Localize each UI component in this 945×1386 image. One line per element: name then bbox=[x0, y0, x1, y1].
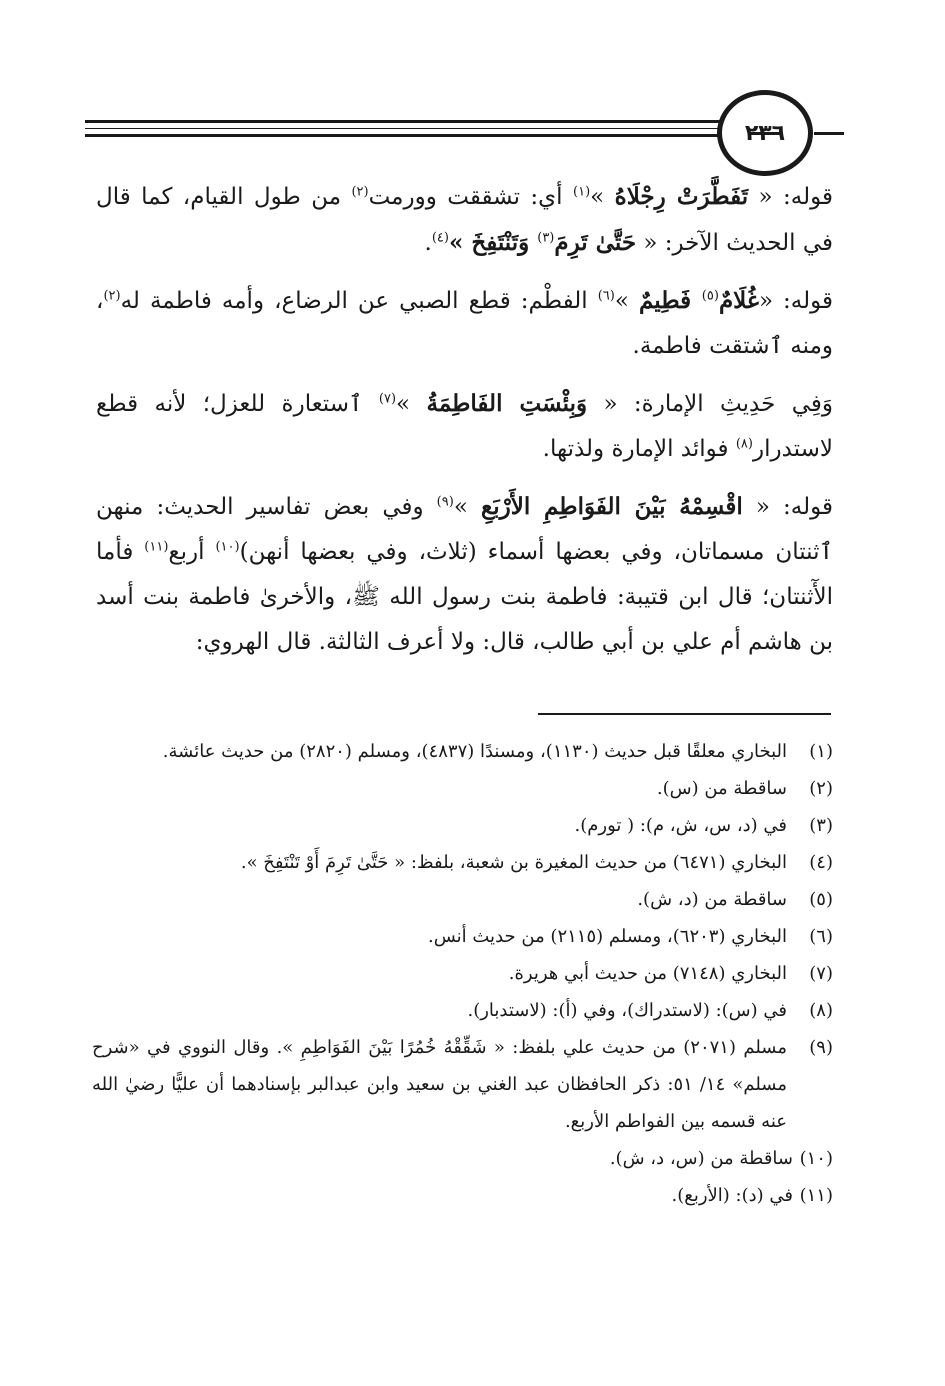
paragraph-text: من طول القيام، كما قال في الحديث الآخر: « bbox=[96, 184, 833, 256]
footnote-item bbox=[92, 955, 833, 992]
footnote-text: البخاري (٦٤٧١) من حديث المغيرة بن شعبة، بلفظ: « حَتَّىٰ تَرِمَ أَوْ تَنْتَفِخَ ». bbox=[240, 852, 787, 873]
footnote-item bbox=[92, 770, 833, 807]
footnote-number: (١٠) bbox=[799, 1148, 833, 1169]
paragraph-text: وَفِي حَدِيثِ الإمارة: « bbox=[587, 391, 833, 417]
footnote-number: (١١) bbox=[799, 1185, 833, 1206]
footnote-text: ساقطة من (د، ش). bbox=[637, 889, 787, 910]
paragraph bbox=[96, 381, 833, 472]
footnote-text: في (د): (الأربع). bbox=[671, 1185, 793, 1206]
header-rule-top bbox=[85, 120, 735, 123]
footnote-number: (٤) bbox=[809, 852, 833, 873]
footnote-ref: (٥) bbox=[701, 288, 719, 304]
footnote-text: في (د، س، ش، م): ( تورم). bbox=[574, 815, 787, 836]
main-text bbox=[96, 174, 833, 677]
footnote-ref: (١) bbox=[573, 184, 591, 200]
footnote-number: (٧) bbox=[809, 963, 833, 984]
footnote-item bbox=[92, 807, 833, 844]
paragraph-text: » bbox=[614, 288, 639, 314]
page-number-badge bbox=[717, 90, 813, 176]
hadith-quote: اقْسِمْهُ بَيْنَ الفَوَاطِمِ الأَرْبَعِ bbox=[480, 493, 743, 520]
paragraph-text: » bbox=[396, 391, 427, 417]
page-number: ٢٣٦ bbox=[744, 120, 786, 146]
footnote-item bbox=[92, 992, 833, 1029]
footnotes-list bbox=[92, 733, 833, 1214]
footnote-item bbox=[92, 733, 833, 770]
footnote-number: (٣) bbox=[809, 815, 833, 836]
hadith-quote: وَبِئْسَتِ الفَاطِمَةُ bbox=[426, 390, 588, 417]
footnote-number: (٩) bbox=[809, 1037, 833, 1058]
header-rule-bottom bbox=[85, 134, 735, 137]
footnote-number: (٨) bbox=[809, 1000, 833, 1021]
paragraph-text: قوله: « bbox=[758, 288, 833, 314]
footnote-ref: (٢) bbox=[351, 184, 369, 200]
footnote-ref: (٣) bbox=[537, 230, 555, 246]
footnote-number: (٦) bbox=[809, 926, 833, 947]
footnote-ref: (١٠) bbox=[215, 539, 240, 555]
paragraph-text: الفطْم: قطع الصبي عن الرضاع، وأمه فاطمة له bbox=[120, 288, 598, 314]
hadith-quote: فَطِيمٌ bbox=[638, 287, 702, 314]
footnote-item bbox=[92, 1029, 833, 1140]
paragraph-text: » bbox=[590, 184, 615, 210]
header-rule-middle bbox=[85, 128, 735, 129]
footnote-text: البخاري (٦٢٠٣)، ومسلم (٢١١٥) من حديث أنس. bbox=[427, 926, 787, 947]
footnote-item bbox=[92, 1140, 833, 1177]
footnote-text: ساقطة من (س). bbox=[656, 778, 787, 799]
paragraph bbox=[96, 174, 833, 266]
footnote-ref: (٢) bbox=[103, 288, 121, 304]
paragraph-text: أربع bbox=[168, 539, 216, 565]
paragraph-text: ٱستعارة للعزل؛ لأنه قطع لاستدرار bbox=[96, 391, 833, 462]
paragraph-text: قوله: « bbox=[742, 494, 834, 520]
footnote-text: البخاري معلقًا قبل حديث (١١٣٠)، ومسندًا (٤٨٣٧)، ومسلم (٢٨٢٠) من حديث عائشة. bbox=[162, 741, 787, 762]
footnote-item bbox=[92, 1177, 833, 1214]
hadith-quote: تَفَطَّرَتْ رِجْلَاهُ bbox=[614, 183, 749, 210]
paragraph-text: . bbox=[424, 230, 432, 256]
paragraph-text: ، ومنه ٱشتقت فاطمة. bbox=[96, 288, 833, 359]
footnote-number: (٢) bbox=[809, 778, 833, 799]
footnote-ref: (٤) bbox=[431, 230, 449, 246]
footnote-ref: (٧) bbox=[378, 391, 397, 407]
footnote-item bbox=[92, 881, 833, 918]
paragraph-text: وفي بعض تفاسير الحديث: منهن ٱثنتان مسماتان، وفي بعضها أسماء (ثلاث، وفي بعضها أنهن) bbox=[96, 494, 833, 565]
footnote-ref: (٦) bbox=[597, 288, 615, 304]
footnote-ref: (١١) bbox=[144, 539, 169, 555]
paragraph bbox=[96, 484, 833, 665]
footnote-number: (١) bbox=[809, 741, 833, 762]
footnote-ref: (٩) bbox=[436, 494, 454, 510]
paragraph-text: أي: تشققت وورمت bbox=[368, 184, 573, 210]
page-header bbox=[85, 88, 835, 168]
paragraph bbox=[96, 278, 833, 369]
footnote-text: مسلم (٢٠٧١) من حديث علي بلفظ: « شَقِّقْهُ خُمُرًا بَيْنَ الفَوَاطِمِ ». وقال النووي في «شرح مسلم» ١٤/ ٥١: ذكر الحافظان عبد الغني بن سعيد وابن عبدالبر بإسنادهما أن عليًّا رضيٰ الله عنه قسمه بين الفواطم الأربع. bbox=[92, 1037, 787, 1132]
footnote-separator bbox=[538, 713, 831, 715]
footnote-text: ساقطة من (س، د، ش). bbox=[609, 1148, 793, 1169]
footnote-text: في (س): (لاستدراك)، وفي (أ): (لاستدبار). bbox=[467, 1000, 787, 1021]
paragraph-text: » bbox=[453, 494, 481, 520]
footnote-item bbox=[92, 844, 833, 881]
paragraph-text: فأما الأٓثنتان؛ قال ابن قتيبة: فاطمة بنت رسول الله ﷺ، والأخرىٰ فاطمة بنت أسد بن هاشم أم علي بن أبي طالب، قال: ولا أعرف الثالثة. قال الهروي: bbox=[96, 539, 833, 655]
footnote-item bbox=[92, 918, 833, 955]
footnote-ref: (٨) bbox=[735, 436, 753, 452]
hadith-quote: غُلَامٌ bbox=[718, 287, 759, 314]
footnote-text: البخاري (٧١٤٨) من حديث أبي هريرة. bbox=[508, 963, 787, 984]
paragraph-text: فوائد الإمارة ولذتها. bbox=[542, 436, 736, 462]
footnote-number: (٥) bbox=[809, 889, 833, 910]
hadith-quote: حَتَّىٰ تَرِمَ bbox=[554, 229, 637, 256]
paragraph-text: قوله: « bbox=[748, 184, 833, 210]
hadith-quote: وَتَنْتَفِخَ » bbox=[448, 229, 538, 256]
